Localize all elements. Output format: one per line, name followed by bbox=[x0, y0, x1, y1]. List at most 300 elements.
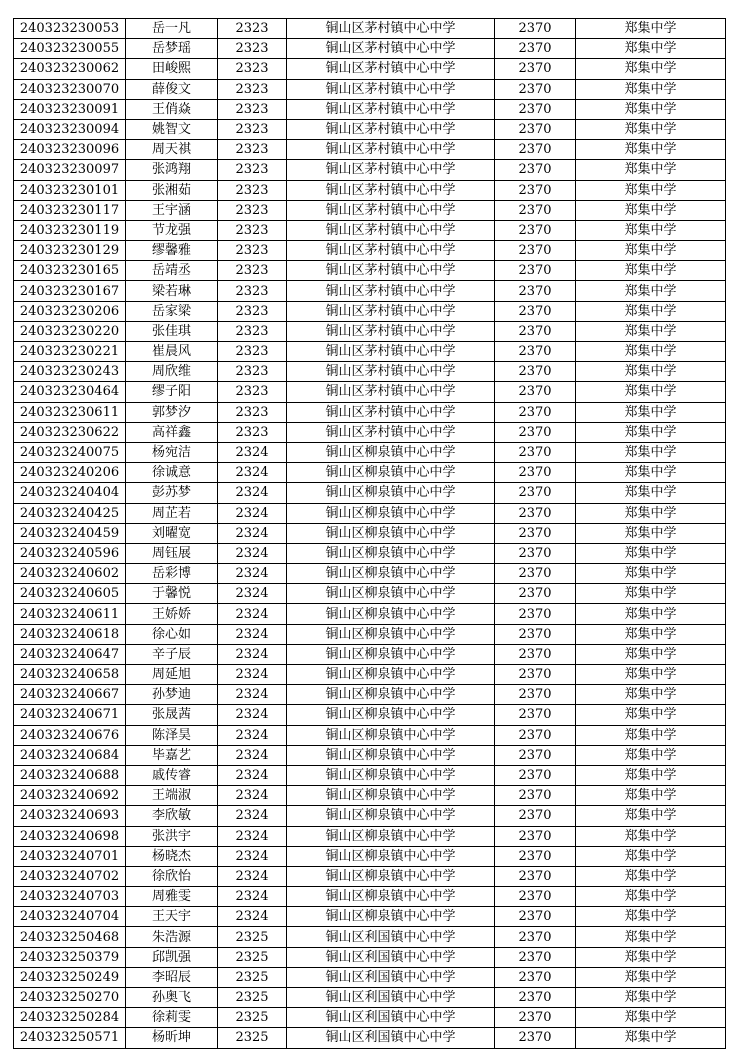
table-row bbox=[14, 927, 726, 947]
target-code-cell: 2370 bbox=[495, 564, 576, 584]
target-code-cell: 2370 bbox=[495, 39, 576, 59]
school-name-cell: 铜山区茅村镇中心中学 bbox=[287, 180, 495, 200]
student-id-cell: 240323240702 bbox=[14, 866, 126, 886]
table-row bbox=[14, 806, 726, 826]
target-code-cell: 2370 bbox=[495, 927, 576, 947]
target-school-cell: 郑集中学 bbox=[576, 200, 726, 220]
table-row bbox=[14, 261, 726, 281]
school-code-cell: 2323 bbox=[218, 261, 287, 281]
admission-list-sheet bbox=[13, 18, 726, 1049]
table-row bbox=[14, 846, 726, 866]
student-name-cell: 毕嘉艺 bbox=[126, 745, 218, 765]
student-id-cell: 240323230055 bbox=[14, 39, 126, 59]
school-code-cell: 2324 bbox=[218, 907, 287, 927]
student-name-cell: 王天宇 bbox=[126, 907, 218, 927]
school-name-cell: 铜山区柳泉镇中心中学 bbox=[287, 866, 495, 886]
school-code-cell: 2324 bbox=[218, 866, 287, 886]
target-code-cell: 2370 bbox=[495, 765, 576, 785]
school-code-cell: 2323 bbox=[218, 39, 287, 59]
student-name-cell: 徐莉雯 bbox=[126, 1008, 218, 1028]
table-row bbox=[14, 887, 726, 907]
target-code-cell: 2370 bbox=[495, 988, 576, 1008]
target-code-cell: 2370 bbox=[495, 59, 576, 79]
school-code-cell: 2324 bbox=[218, 604, 287, 624]
school-code-cell: 2323 bbox=[218, 119, 287, 139]
school-name-cell: 铜山区柳泉镇中心中学 bbox=[287, 887, 495, 907]
school-name-cell: 铜山区柳泉镇中心中学 bbox=[287, 564, 495, 584]
school-code-cell: 2324 bbox=[218, 483, 287, 503]
target-school-cell: 郑集中学 bbox=[576, 362, 726, 382]
school-code-cell: 2323 bbox=[218, 200, 287, 220]
school-code-cell: 2323 bbox=[218, 180, 287, 200]
school-code-cell: 2323 bbox=[218, 79, 287, 99]
target-school-cell: 郑集中学 bbox=[576, 301, 726, 321]
student-name-cell: 张洪宇 bbox=[126, 826, 218, 846]
school-code-cell: 2325 bbox=[218, 1028, 287, 1048]
target-school-cell: 郑集中学 bbox=[576, 281, 726, 301]
table-body bbox=[14, 19, 726, 1049]
school-name-cell: 铜山区柳泉镇中心中学 bbox=[287, 826, 495, 846]
school-code-cell: 2324 bbox=[218, 503, 287, 523]
student-id-cell: 240323240703 bbox=[14, 887, 126, 907]
school-code-cell: 2325 bbox=[218, 1008, 287, 1028]
table-row bbox=[14, 564, 726, 584]
target-code-cell: 2370 bbox=[495, 241, 576, 261]
target-school-cell: 郑集中学 bbox=[576, 261, 726, 281]
student-id-cell: 240323240688 bbox=[14, 765, 126, 785]
student-name-cell: 姚智文 bbox=[126, 119, 218, 139]
student-id-cell: 240323250571 bbox=[14, 1028, 126, 1048]
student-name-cell: 戚传睿 bbox=[126, 765, 218, 785]
student-id-cell: 240323230167 bbox=[14, 281, 126, 301]
target-code-cell: 2370 bbox=[495, 99, 576, 119]
school-name-cell: 铜山区茅村镇中心中学 bbox=[287, 362, 495, 382]
target-code-cell: 2370 bbox=[495, 826, 576, 846]
school-name-cell: 铜山区柳泉镇中心中学 bbox=[287, 442, 495, 462]
school-name-cell: 铜山区柳泉镇中心中学 bbox=[287, 745, 495, 765]
table-row bbox=[14, 1028, 726, 1048]
school-code-cell: 2324 bbox=[218, 745, 287, 765]
target-code-cell: 2370 bbox=[495, 119, 576, 139]
student-name-cell: 岳靖丞 bbox=[126, 261, 218, 281]
target-school-cell: 郑集中学 bbox=[576, 402, 726, 422]
school-code-cell: 2323 bbox=[218, 19, 287, 39]
target-school-cell: 郑集中学 bbox=[576, 866, 726, 886]
student-id-cell: 240323240206 bbox=[14, 463, 126, 483]
target-school-cell: 郑集中学 bbox=[576, 321, 726, 341]
student-id-cell: 240323230096 bbox=[14, 140, 126, 160]
student-name-cell: 杨昕坤 bbox=[126, 1028, 218, 1048]
student-name-cell: 李昭辰 bbox=[126, 967, 218, 987]
school-code-cell: 2323 bbox=[218, 220, 287, 240]
target-code-cell: 2370 bbox=[495, 745, 576, 765]
table-row bbox=[14, 442, 726, 462]
student-name-cell: 王端淑 bbox=[126, 786, 218, 806]
school-name-cell: 铜山区茅村镇中心中学 bbox=[287, 342, 495, 362]
student-id-cell: 240323230062 bbox=[14, 59, 126, 79]
school-name-cell: 铜山区利国镇中心中学 bbox=[287, 927, 495, 947]
student-name-cell: 徐诚意 bbox=[126, 463, 218, 483]
student-id-cell: 240323240704 bbox=[14, 907, 126, 927]
table-row bbox=[14, 523, 726, 543]
school-code-cell: 2323 bbox=[218, 402, 287, 422]
school-name-cell: 铜山区茅村镇中心中学 bbox=[287, 39, 495, 59]
target-school-cell: 郑集中学 bbox=[576, 624, 726, 644]
student-name-cell: 田峻熙 bbox=[126, 59, 218, 79]
school-code-cell: 2324 bbox=[218, 887, 287, 907]
target-school-cell: 郑集中学 bbox=[576, 483, 726, 503]
student-id-cell: 240323230165 bbox=[14, 261, 126, 281]
school-name-cell: 铜山区柳泉镇中心中学 bbox=[287, 725, 495, 745]
target-school-cell: 郑集中学 bbox=[576, 584, 726, 604]
target-school-cell: 郑集中学 bbox=[576, 725, 726, 745]
table-row bbox=[14, 362, 726, 382]
target-code-cell: 2370 bbox=[495, 503, 576, 523]
student-name-cell: 李欣敏 bbox=[126, 806, 218, 826]
student-name-cell: 王娇娇 bbox=[126, 604, 218, 624]
target-school-cell: 郑集中学 bbox=[576, 79, 726, 99]
target-school-cell: 郑集中学 bbox=[576, 887, 726, 907]
school-name-cell: 铜山区柳泉镇中心中学 bbox=[287, 463, 495, 483]
student-id-cell: 240323240459 bbox=[14, 523, 126, 543]
table-row bbox=[14, 321, 726, 341]
target-code-cell: 2370 bbox=[495, 887, 576, 907]
student-name-cell: 徐欣怡 bbox=[126, 866, 218, 886]
student-name-cell: 王俏焱 bbox=[126, 99, 218, 119]
target-school-cell: 郑集中学 bbox=[576, 140, 726, 160]
table-row bbox=[14, 402, 726, 422]
student-id-cell: 240323230206 bbox=[14, 301, 126, 321]
table-row bbox=[14, 665, 726, 685]
school-code-cell: 2323 bbox=[218, 281, 287, 301]
target-code-cell: 2370 bbox=[495, 261, 576, 281]
student-id-cell: 240323240404 bbox=[14, 483, 126, 503]
target-code-cell: 2370 bbox=[495, 200, 576, 220]
student-id-cell: 240323240698 bbox=[14, 826, 126, 846]
target-school-cell: 郑集中学 bbox=[576, 705, 726, 725]
school-code-cell: 2323 bbox=[218, 321, 287, 341]
target-school-cell: 郑集中学 bbox=[576, 180, 726, 200]
student-name-cell: 陈泽昊 bbox=[126, 725, 218, 745]
table-row bbox=[14, 644, 726, 664]
table-row bbox=[14, 543, 726, 563]
school-name-cell: 铜山区利国镇中心中学 bbox=[287, 1008, 495, 1028]
student-id-cell: 240323230053 bbox=[14, 19, 126, 39]
table-row bbox=[14, 241, 726, 261]
table-row bbox=[14, 745, 726, 765]
target-school-cell: 郑集中学 bbox=[576, 765, 726, 785]
student-id-cell: 240323240692 bbox=[14, 786, 126, 806]
student-name-cell: 朱浩源 bbox=[126, 927, 218, 947]
school-name-cell: 铜山区利国镇中心中学 bbox=[287, 988, 495, 1008]
table-row bbox=[14, 119, 726, 139]
school-name-cell: 铜山区柳泉镇中心中学 bbox=[287, 644, 495, 664]
table-row bbox=[14, 624, 726, 644]
student-id-cell: 240323230094 bbox=[14, 119, 126, 139]
school-code-cell: 2323 bbox=[218, 140, 287, 160]
table-row bbox=[14, 160, 726, 180]
school-name-cell: 铜山区柳泉镇中心中学 bbox=[287, 604, 495, 624]
student-name-cell: 邱凯强 bbox=[126, 947, 218, 967]
school-code-cell: 2324 bbox=[218, 463, 287, 483]
target-code-cell: 2370 bbox=[495, 806, 576, 826]
target-code-cell: 2370 bbox=[495, 422, 576, 442]
table-row bbox=[14, 967, 726, 987]
target-school-cell: 郑集中学 bbox=[576, 786, 726, 806]
student-id-cell: 240323250468 bbox=[14, 927, 126, 947]
student-name-cell: 周芷若 bbox=[126, 503, 218, 523]
target-code-cell: 2370 bbox=[495, 644, 576, 664]
table-row bbox=[14, 180, 726, 200]
student-name-cell: 周欣维 bbox=[126, 362, 218, 382]
target-code-cell: 2370 bbox=[495, 442, 576, 462]
student-id-cell: 240323240676 bbox=[14, 725, 126, 745]
student-id-cell: 240323230119 bbox=[14, 220, 126, 240]
student-id-cell: 240323240701 bbox=[14, 846, 126, 866]
school-name-cell: 铜山区茅村镇中心中学 bbox=[287, 220, 495, 240]
table-row bbox=[14, 705, 726, 725]
student-name-cell: 张鸿翔 bbox=[126, 160, 218, 180]
student-name-cell: 张佳琪 bbox=[126, 321, 218, 341]
target-school-cell: 郑集中学 bbox=[576, 99, 726, 119]
table-row bbox=[14, 19, 726, 39]
student-id-cell: 240323250379 bbox=[14, 947, 126, 967]
school-name-cell: 铜山区茅村镇中心中学 bbox=[287, 160, 495, 180]
school-name-cell: 铜山区柳泉镇中心中学 bbox=[287, 483, 495, 503]
student-id-cell: 240323230070 bbox=[14, 79, 126, 99]
student-id-cell: 240323240667 bbox=[14, 685, 126, 705]
student-name-cell: 岳彩博 bbox=[126, 564, 218, 584]
school-code-cell: 2323 bbox=[218, 99, 287, 119]
student-name-cell: 缪子阳 bbox=[126, 382, 218, 402]
school-code-cell: 2324 bbox=[218, 685, 287, 705]
target-school-cell: 郑集中学 bbox=[576, 523, 726, 543]
student-name-cell: 孙奥飞 bbox=[126, 988, 218, 1008]
target-school-cell: 郑集中学 bbox=[576, 19, 726, 39]
school-code-cell: 2324 bbox=[218, 543, 287, 563]
target-code-cell: 2370 bbox=[495, 705, 576, 725]
target-school-cell: 郑集中学 bbox=[576, 564, 726, 584]
student-id-cell: 240323240618 bbox=[14, 624, 126, 644]
target-code-cell: 2370 bbox=[495, 1028, 576, 1048]
target-code-cell: 2370 bbox=[495, 725, 576, 745]
target-code-cell: 2370 bbox=[495, 523, 576, 543]
student-name-cell: 周延旭 bbox=[126, 665, 218, 685]
student-id-cell: 240323240596 bbox=[14, 543, 126, 563]
school-code-cell: 2324 bbox=[218, 826, 287, 846]
table-row bbox=[14, 866, 726, 886]
target-school-cell: 郑集中学 bbox=[576, 685, 726, 705]
table-row bbox=[14, 59, 726, 79]
school-code-cell: 2324 bbox=[218, 725, 287, 745]
school-name-cell: 铜山区茅村镇中心中学 bbox=[287, 321, 495, 341]
school-name-cell: 铜山区柳泉镇中心中学 bbox=[287, 543, 495, 563]
target-school-cell: 郑集中学 bbox=[576, 947, 726, 967]
target-code-cell: 2370 bbox=[495, 180, 576, 200]
student-name-cell: 周雅雯 bbox=[126, 887, 218, 907]
student-name-cell: 缪馨雅 bbox=[126, 241, 218, 261]
table-row bbox=[14, 483, 726, 503]
target-school-cell: 郑集中学 bbox=[576, 1028, 726, 1048]
school-code-cell: 2323 bbox=[218, 241, 287, 261]
target-code-cell: 2370 bbox=[495, 1008, 576, 1028]
table-row bbox=[14, 301, 726, 321]
target-school-cell: 郑集中学 bbox=[576, 39, 726, 59]
student-name-cell: 岳一凡 bbox=[126, 19, 218, 39]
school-name-cell: 铜山区柳泉镇中心中学 bbox=[287, 685, 495, 705]
school-code-cell: 2324 bbox=[218, 786, 287, 806]
school-name-cell: 铜山区茅村镇中心中学 bbox=[287, 261, 495, 281]
school-name-cell: 铜山区茅村镇中心中学 bbox=[287, 140, 495, 160]
school-code-cell: 2324 bbox=[218, 584, 287, 604]
school-name-cell: 铜山区柳泉镇中心中学 bbox=[287, 665, 495, 685]
student-id-cell: 240323230101 bbox=[14, 180, 126, 200]
target-school-cell: 郑集中学 bbox=[576, 503, 726, 523]
student-id-cell: 240323240075 bbox=[14, 442, 126, 462]
school-name-cell: 铜山区茅村镇中心中学 bbox=[287, 119, 495, 139]
target-code-cell: 2370 bbox=[495, 604, 576, 624]
table-row bbox=[14, 786, 726, 806]
target-code-cell: 2370 bbox=[495, 321, 576, 341]
school-code-cell: 2323 bbox=[218, 160, 287, 180]
student-id-cell: 240323250249 bbox=[14, 967, 126, 987]
student-name-cell: 彭苏梦 bbox=[126, 483, 218, 503]
table-row bbox=[14, 725, 726, 745]
table-row bbox=[14, 422, 726, 442]
target-school-cell: 郑集中学 bbox=[576, 644, 726, 664]
target-code-cell: 2370 bbox=[495, 786, 576, 806]
target-code-cell: 2370 bbox=[495, 967, 576, 987]
student-id-cell: 240323230622 bbox=[14, 422, 126, 442]
target-code-cell: 2370 bbox=[495, 483, 576, 503]
school-name-cell: 铜山区柳泉镇中心中学 bbox=[287, 584, 495, 604]
student-id-cell: 240323240693 bbox=[14, 806, 126, 826]
target-code-cell: 2370 bbox=[495, 281, 576, 301]
target-school-cell: 郑集中学 bbox=[576, 806, 726, 826]
table-row bbox=[14, 281, 726, 301]
school-name-cell: 铜山区柳泉镇中心中学 bbox=[287, 705, 495, 725]
school-code-cell: 2324 bbox=[218, 806, 287, 826]
target-code-cell: 2370 bbox=[495, 19, 576, 39]
school-code-cell: 2323 bbox=[218, 59, 287, 79]
student-id-cell: 240323230097 bbox=[14, 160, 126, 180]
student-name-cell: 高祥鑫 bbox=[126, 422, 218, 442]
school-name-cell: 铜山区柳泉镇中心中学 bbox=[287, 503, 495, 523]
target-school-cell: 郑集中学 bbox=[576, 422, 726, 442]
target-code-cell: 2370 bbox=[495, 79, 576, 99]
school-code-cell: 2325 bbox=[218, 967, 287, 987]
target-code-cell: 2370 bbox=[495, 685, 576, 705]
student-id-cell: 240323230464 bbox=[14, 382, 126, 402]
table-row bbox=[14, 584, 726, 604]
student-name-cell: 徐心如 bbox=[126, 624, 218, 644]
student-name-cell: 梁若琳 bbox=[126, 281, 218, 301]
target-code-cell: 2370 bbox=[495, 866, 576, 886]
student-id-cell: 240323240611 bbox=[14, 604, 126, 624]
target-code-cell: 2370 bbox=[495, 220, 576, 240]
school-name-cell: 铜山区茅村镇中心中学 bbox=[287, 281, 495, 301]
table-row bbox=[14, 79, 726, 99]
school-name-cell: 铜山区茅村镇中心中学 bbox=[287, 99, 495, 119]
school-name-cell: 铜山区柳泉镇中心中学 bbox=[287, 846, 495, 866]
school-name-cell: 铜山区利国镇中心中学 bbox=[287, 967, 495, 987]
school-name-cell: 铜山区柳泉镇中心中学 bbox=[287, 765, 495, 785]
table-row bbox=[14, 382, 726, 402]
target-code-cell: 2370 bbox=[495, 402, 576, 422]
table-row bbox=[14, 604, 726, 624]
target-school-cell: 郑集中学 bbox=[576, 988, 726, 1008]
school-code-cell: 2323 bbox=[218, 342, 287, 362]
target-school-cell: 郑集中学 bbox=[576, 382, 726, 402]
student-name-cell: 崔晨风 bbox=[126, 342, 218, 362]
school-code-cell: 2324 bbox=[218, 624, 287, 644]
school-code-cell: 2324 bbox=[218, 846, 287, 866]
target-school-cell: 郑集中学 bbox=[576, 967, 726, 987]
school-code-cell: 2324 bbox=[218, 564, 287, 584]
school-code-cell: 2325 bbox=[218, 927, 287, 947]
target-code-cell: 2370 bbox=[495, 382, 576, 402]
target-code-cell: 2370 bbox=[495, 301, 576, 321]
table-row bbox=[14, 765, 726, 785]
student-id-cell: 240323230129 bbox=[14, 241, 126, 261]
target-school-cell: 郑集中学 bbox=[576, 342, 726, 362]
table-row bbox=[14, 220, 726, 240]
table-row bbox=[14, 39, 726, 59]
school-name-cell: 铜山区柳泉镇中心中学 bbox=[287, 806, 495, 826]
student-name-cell: 刘曜宽 bbox=[126, 523, 218, 543]
school-name-cell: 铜山区茅村镇中心中学 bbox=[287, 200, 495, 220]
school-name-cell: 铜山区茅村镇中心中学 bbox=[287, 402, 495, 422]
school-code-cell: 2324 bbox=[218, 665, 287, 685]
table-row bbox=[14, 140, 726, 160]
target-school-cell: 郑集中学 bbox=[576, 59, 726, 79]
admission-table bbox=[13, 18, 726, 1049]
student-id-cell: 240323230221 bbox=[14, 342, 126, 362]
school-name-cell: 铜山区柳泉镇中心中学 bbox=[287, 523, 495, 543]
school-code-cell: 2324 bbox=[218, 523, 287, 543]
target-school-cell: 郑集中学 bbox=[576, 846, 726, 866]
student-id-cell: 240323240605 bbox=[14, 584, 126, 604]
target-school-cell: 郑集中学 bbox=[576, 1008, 726, 1028]
target-school-cell: 郑集中学 bbox=[576, 119, 726, 139]
table-row bbox=[14, 1008, 726, 1028]
target-school-cell: 郑集中学 bbox=[576, 665, 726, 685]
school-code-cell: 2324 bbox=[218, 442, 287, 462]
student-name-cell: 杨宛洁 bbox=[126, 442, 218, 462]
school-code-cell: 2323 bbox=[218, 422, 287, 442]
school-name-cell: 铜山区柳泉镇中心中学 bbox=[287, 624, 495, 644]
student-id-cell: 240323250284 bbox=[14, 1008, 126, 1028]
table-row bbox=[14, 826, 726, 846]
target-school-cell: 郑集中学 bbox=[576, 543, 726, 563]
student-name-cell: 于馨悦 bbox=[126, 584, 218, 604]
student-name-cell: 岳家梁 bbox=[126, 301, 218, 321]
target-code-cell: 2370 bbox=[495, 140, 576, 160]
target-school-cell: 郑集中学 bbox=[576, 826, 726, 846]
school-name-cell: 铜山区柳泉镇中心中学 bbox=[287, 786, 495, 806]
target-code-cell: 2370 bbox=[495, 665, 576, 685]
target-code-cell: 2370 bbox=[495, 584, 576, 604]
table-row bbox=[14, 342, 726, 362]
school-name-cell: 铜山区利国镇中心中学 bbox=[287, 1028, 495, 1048]
target-school-cell: 郑集中学 bbox=[576, 927, 726, 947]
target-code-cell: 2370 bbox=[495, 543, 576, 563]
student-id-cell: 240323230220 bbox=[14, 321, 126, 341]
student-id-cell: 240323240425 bbox=[14, 503, 126, 523]
student-id-cell: 240323240647 bbox=[14, 644, 126, 664]
target-school-cell: 郑集中学 bbox=[576, 463, 726, 483]
target-code-cell: 2370 bbox=[495, 160, 576, 180]
